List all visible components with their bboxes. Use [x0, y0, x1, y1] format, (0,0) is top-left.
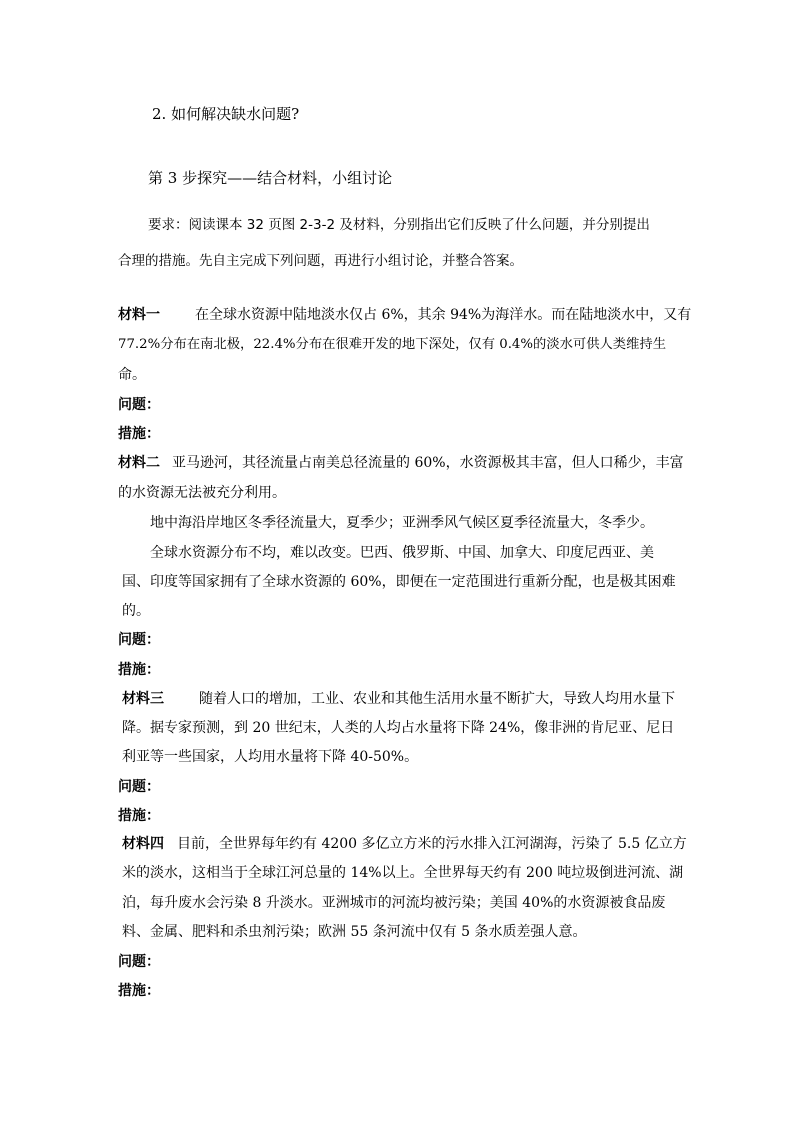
material-1-line-3: 命。: [118, 367, 146, 383]
material-4-line-2: 米的淡水，这相当于全球江河总量的 14%以上。全世界每天约有 200 吨垃圾倒进河流、湖: [122, 865, 684, 881]
measure-label-1: 措施：: [118, 426, 160, 442]
requirement-line-1: 要求：阅读课本 32 页图 2-3-2 及材料，分别指出它们反映了什么问题，并分别提出: [148, 217, 650, 233]
material-2-line-1: 亚马逊河，其径流量占南美总径流量的 60%，水资源极其丰富，但人口稀少，丰富: [172, 455, 684, 471]
material-3-line-3: 利亚等一些国家，人均用水量将下降 40-50%。: [122, 749, 419, 765]
material-2-label: 材料二: [118, 455, 160, 471]
material-2-line-4: 全球水资源分布不均，难以改变。巴西、俄罗斯、中国、加拿大、印度尼西亚、美: [150, 545, 654, 561]
material-1-line-2: 77.2%分布在南北极，22.4%分布在很难开发的地下深处，仅有 0.4%的淡水可供人类维持生: [118, 337, 666, 352]
measure-label-2: 措施：: [118, 662, 160, 678]
material-2-line-3: 地中海沿岸地区冬季径流量大，夏季少；亚洲季风气候区夏季径流量大，冬季少。: [150, 515, 654, 531]
problem-label-2: 问题：: [118, 632, 160, 648]
problem-label-3: 问题：: [118, 779, 160, 795]
material-3-line-1: 随着人口的增加，工业、农业和其他生活用水量不断扩大，导致人均用水量下: [199, 691, 675, 707]
material-4-line-3: 泊，每升废水会污染 8 升淡水。亚洲城市的河流均被污染；美国 40%的水资源被食品废: [122, 895, 666, 911]
material-4-line-4: 料、金属、肥料和杀虫剂污染；欧洲 55 条河流中仅有 5 条水质差强人意。: [122, 924, 587, 940]
material-2-line-6: 的。: [122, 603, 150, 619]
material-3-line-2: 降。据专家预测，到 20 世纪末，人类的人均占水量将下降 24%，像非洲的肯尼亚、尼日: [122, 720, 675, 736]
material-1-label: 材料一: [118, 307, 160, 323]
measure-label-3: 措施：: [118, 808, 160, 824]
material-4-label: 材料四: [122, 836, 164, 852]
problem-label-4: 问题：: [118, 954, 160, 970]
problem-label-1: 问题：: [118, 397, 160, 413]
material-3-label: 材料三: [122, 691, 164, 707]
step3-title: 第 3 步探究——结合材料，小组讨论: [148, 169, 393, 187]
material-1-line-1: 在全球水资源中陆地淡水仅占 6%，其余 94%为海洋水。而在陆地淡水中，又有: [195, 307, 692, 323]
material-4-line-1: 目前，全世界每年约有 4200 多亿立方米的污水排入江河湖海，污染了 5.5 亿立方: [177, 836, 687, 852]
requirement-line-2: 合理的措施。先自主完成下列问题，再进行小组讨论，并整合答案。: [118, 253, 523, 269]
question-2: 2. 如何解决缺水问题?: [152, 105, 300, 123]
material-2-line-5: 国、印度等国家拥有了全球水资源的 60%，即便在一定范围进行重新分配，也是极其困难: [122, 574, 676, 590]
material-2-line-2: 的水资源无法被充分利用。: [118, 485, 286, 501]
measure-label-4: 措施：: [118, 983, 160, 999]
